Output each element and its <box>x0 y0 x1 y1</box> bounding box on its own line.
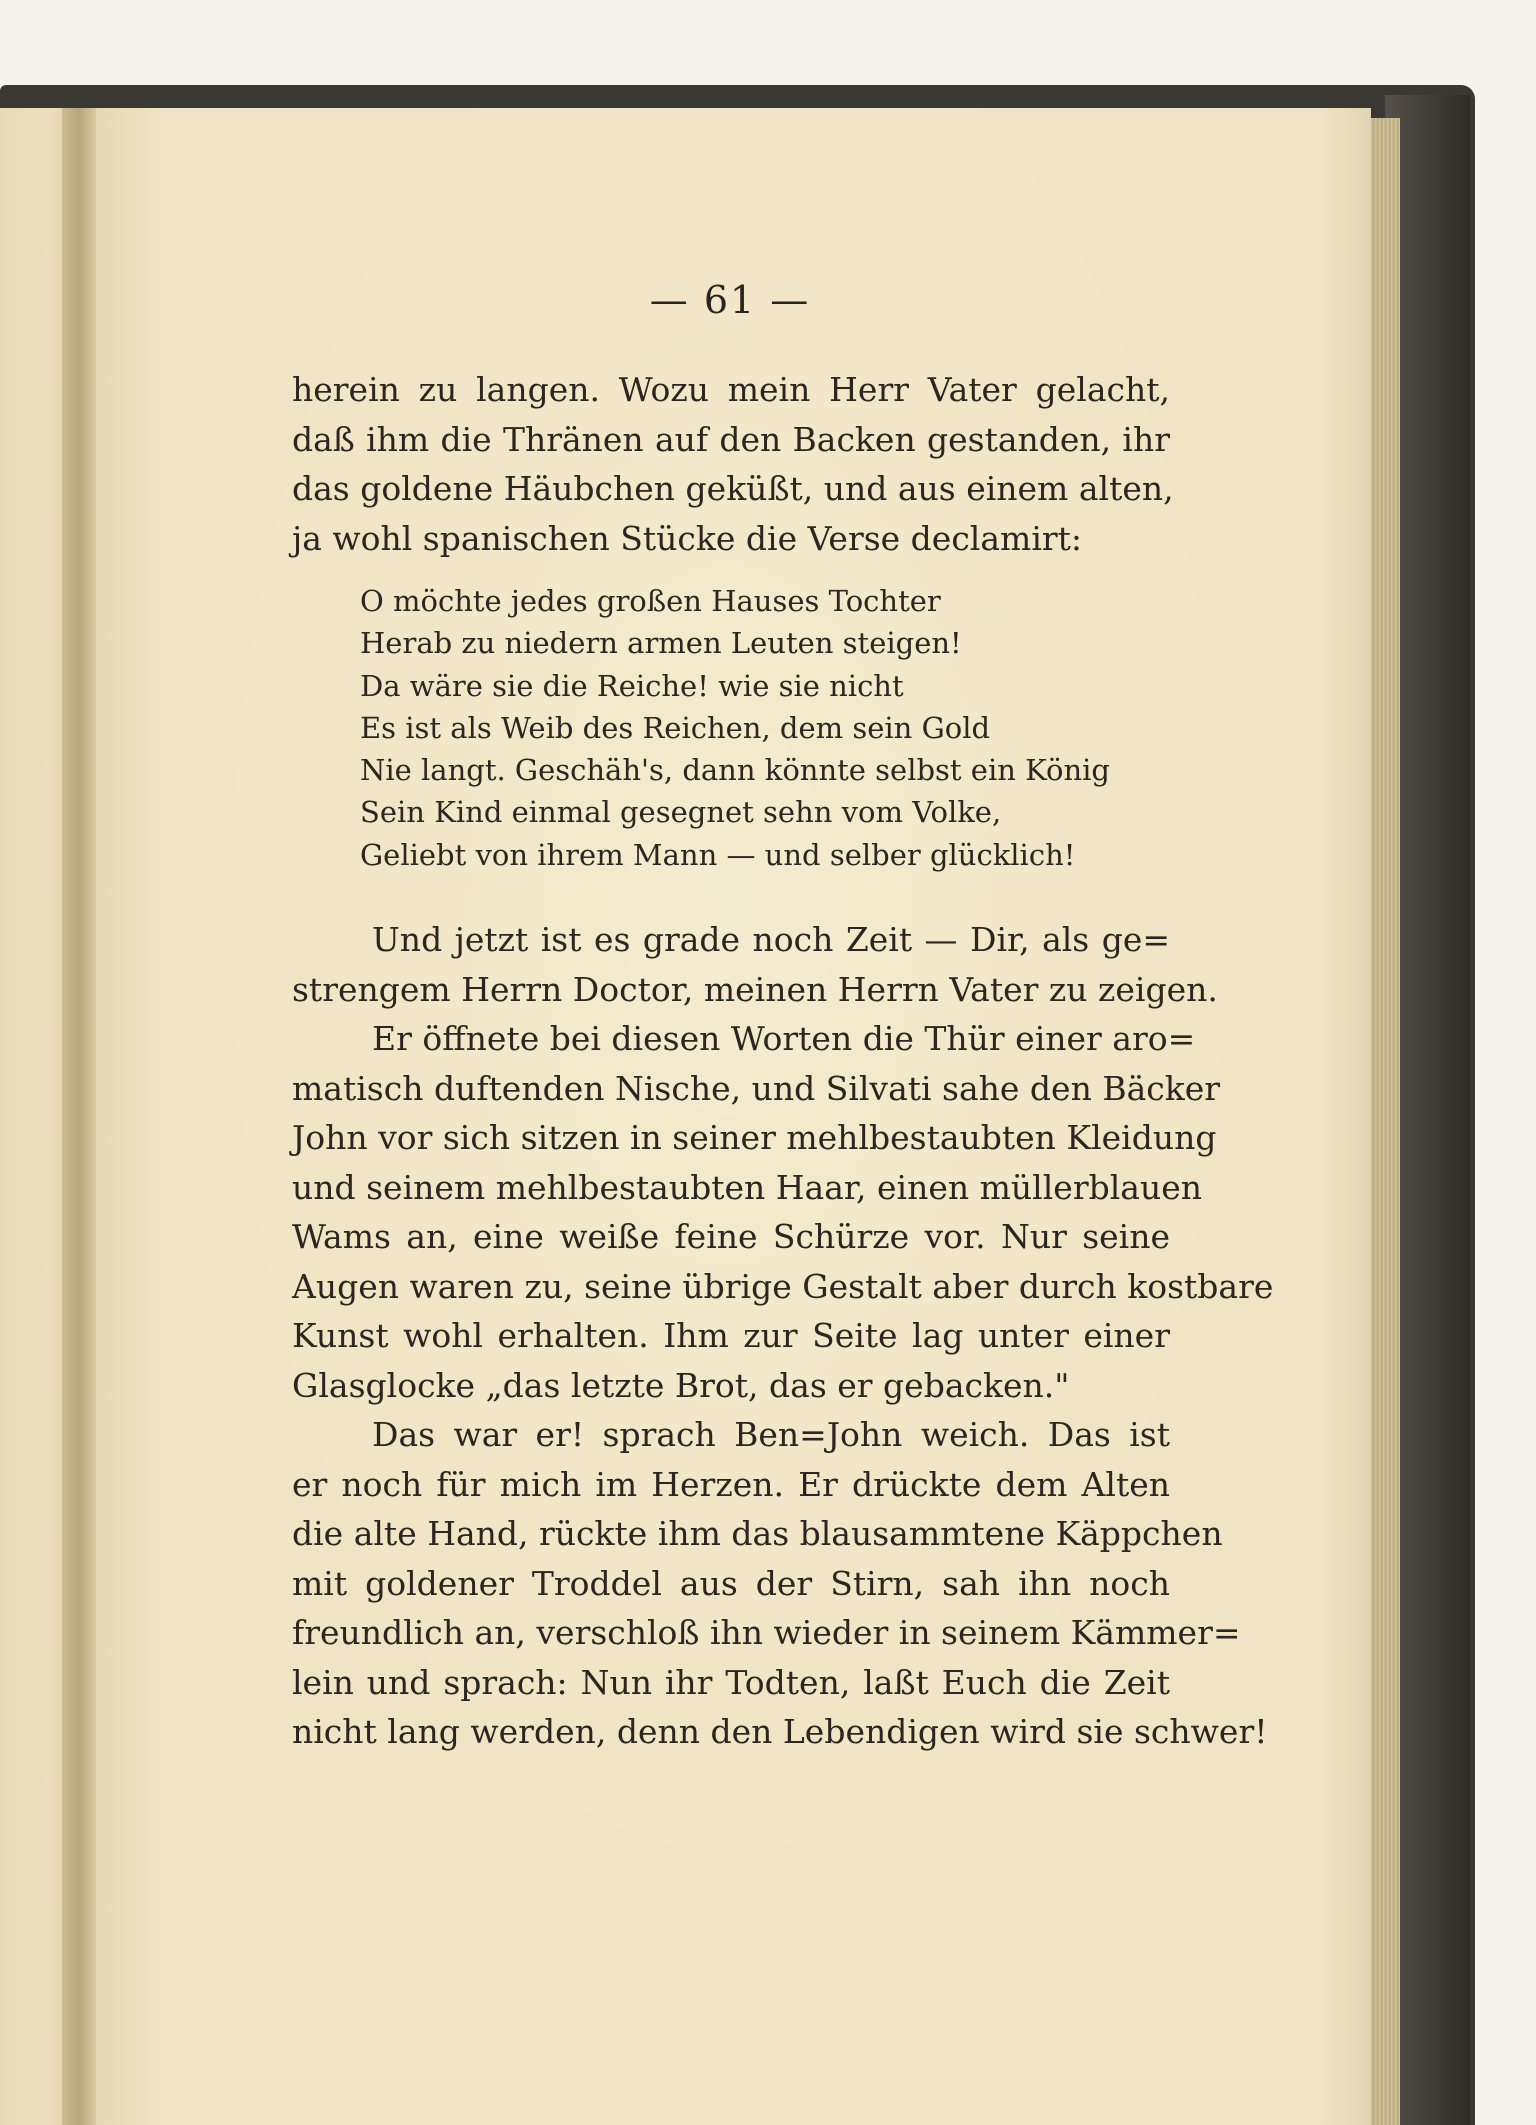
verse-line: Da wäre sie die Reiche! wie sie nicht <box>360 668 904 703</box>
text-line: John vor sich sitzen in seiner mehlbestaubten Kleidung <box>292 1118 1217 1157</box>
verse-line: O möchte jedes großen Hauses Tochter <box>360 584 941 618</box>
text-line: Wams an, eine weiße feine Schürze vor. Nur seine <box>292 1217 1170 1256</box>
verse-line: Geliebt von ihrem Mann — und selber glücklich! <box>360 837 1076 872</box>
verse-line: Es ist als Weib des Reichen, dem sein Gold <box>360 710 991 745</box>
text-line: Er öffnete bei diesen Worten die Thür einer aro= <box>372 1019 1196 1058</box>
verse-line: Herab zu niedern armen Leuten steigen! <box>360 626 962 661</box>
page-number: — 61 — <box>649 278 811 322</box>
text-line: Das war er! sprach Ben=John weich. Das ist <box>372 1415 1170 1454</box>
verse-block <box>360 580 1140 876</box>
text-line: ja wohl spanischen Stücke die Verse declamirt: <box>292 518 1083 558</box>
text-line: Glasglocke „das letzte Brot, das er gebacken." <box>292 1365 1070 1405</box>
text-line: und seinem mehlbestaubten Haar, einen müllerblauen <box>292 1167 1202 1207</box>
verse-line: Nie langt. Geschäh's, dann könnte selbst ein König <box>360 753 1110 788</box>
text-line: matisch duftenden Nische, und Silvati sahe den Bäcker <box>292 1068 1221 1108</box>
text-line: die alte Hand, rückte ihm das blausammtene Käppchen <box>292 1514 1223 1553</box>
text-line: lein und sprach: Nun ihr Todten, laßt Euch die Zeit <box>292 1662 1170 1702</box>
verse-line: Sein Kind einmal gesegnet sehn vom Volke, <box>360 795 1002 830</box>
text-line: daß ihm die Thränen auf den Backen gestanden, ihr <box>292 419 1170 459</box>
text-line: Und jetzt ist es grade noch Zeit — Dir, als ge= <box>372 920 1170 959</box>
text-line: strengem Herrn Doctor, meinen Herrn Vater zu zeigen. <box>292 969 1218 1009</box>
page-gutter <box>62 108 96 2125</box>
paragraph-1 <box>292 365 1174 563</box>
text-line: herein zu langen. Wozu mein Herr Vater gelacht, <box>292 370 1170 409</box>
text-line: nicht lang werden, denn den Lebendigen wird sie schwer! <box>292 1712 1268 1751</box>
page-edges <box>1368 118 1400 2125</box>
text-line: das goldene Häubchen geküßt, und aus einem alten, <box>292 469 1174 508</box>
text-line: er noch für mich im Herzen. Er drückte dem Alten <box>292 1464 1170 1504</box>
paragraph-2 <box>292 915 1218 1014</box>
text-line: mit goldener Troddel aus der Stirn, sah ihn noch <box>292 1563 1170 1603</box>
paragraph-3 <box>292 1014 1274 1410</box>
text-line: Augen waren zu, seine übrige Gestalt aber durch kostbare <box>292 1266 1274 1306</box>
text-line: freundlich an, verschloß ihn wieder in seinem Kämmer= <box>292 1613 1241 1652</box>
text-line: Kunst wohl erhalten. Ihm zur Seite lag unter einer <box>292 1316 1170 1355</box>
paragraph-4 <box>292 1410 1268 1757</box>
